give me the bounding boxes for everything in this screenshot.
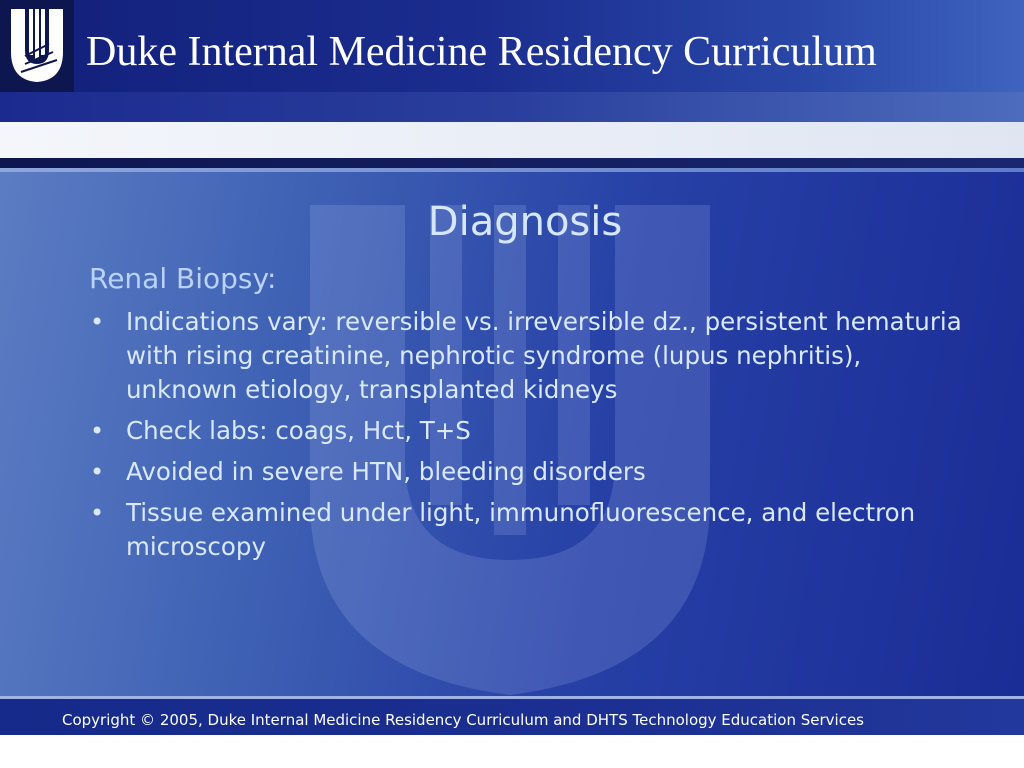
header-band [0, 92, 1024, 122]
list-item [88, 496, 968, 564]
bullet-text: Indications vary: reversible vs. irreversible dz., persistent hematuria with rising creatinine, nephrotic syndrome (lupus nephritis), unknown etiology, transplanted kidneys [126, 307, 962, 404]
header-divider [0, 158, 1024, 168]
header-title: Duke Internal Medicine Residency Curriculum [86, 29, 877, 75]
bullet-icon: • [90, 458, 105, 486]
slide-title: Diagnosis [427, 199, 623, 245]
bullet-text: Tissue examined under light, immunofluorescence, and electron microscopy [126, 498, 916, 561]
bullet-text: Check labs: coags, Hct, T+S [126, 416, 471, 445]
bullet-icon: • [90, 417, 105, 445]
header-highlight-line [0, 168, 1024, 172]
slide-header [0, 0, 1024, 92]
list-item [88, 305, 968, 407]
subheading: Renal Biopsy: [89, 262, 277, 295]
slide-footer [0, 699, 1024, 735]
list-item [88, 455, 968, 489]
bullet-list [88, 305, 968, 571]
bullet-icon: • [90, 499, 105, 527]
bullet-icon: • [90, 308, 105, 336]
logo [0, 0, 74, 92]
duke-shield-icon [8, 6, 66, 84]
list-item [88, 414, 968, 448]
bullet-text: Avoided in severe HTN, bleeding disorders [126, 457, 646, 486]
copyright-text: Copyright © 2005, Duke Internal Medicine Residency Curriculum and DHTS Technology Education Services [62, 711, 864, 729]
header-light-band [0, 122, 1024, 158]
